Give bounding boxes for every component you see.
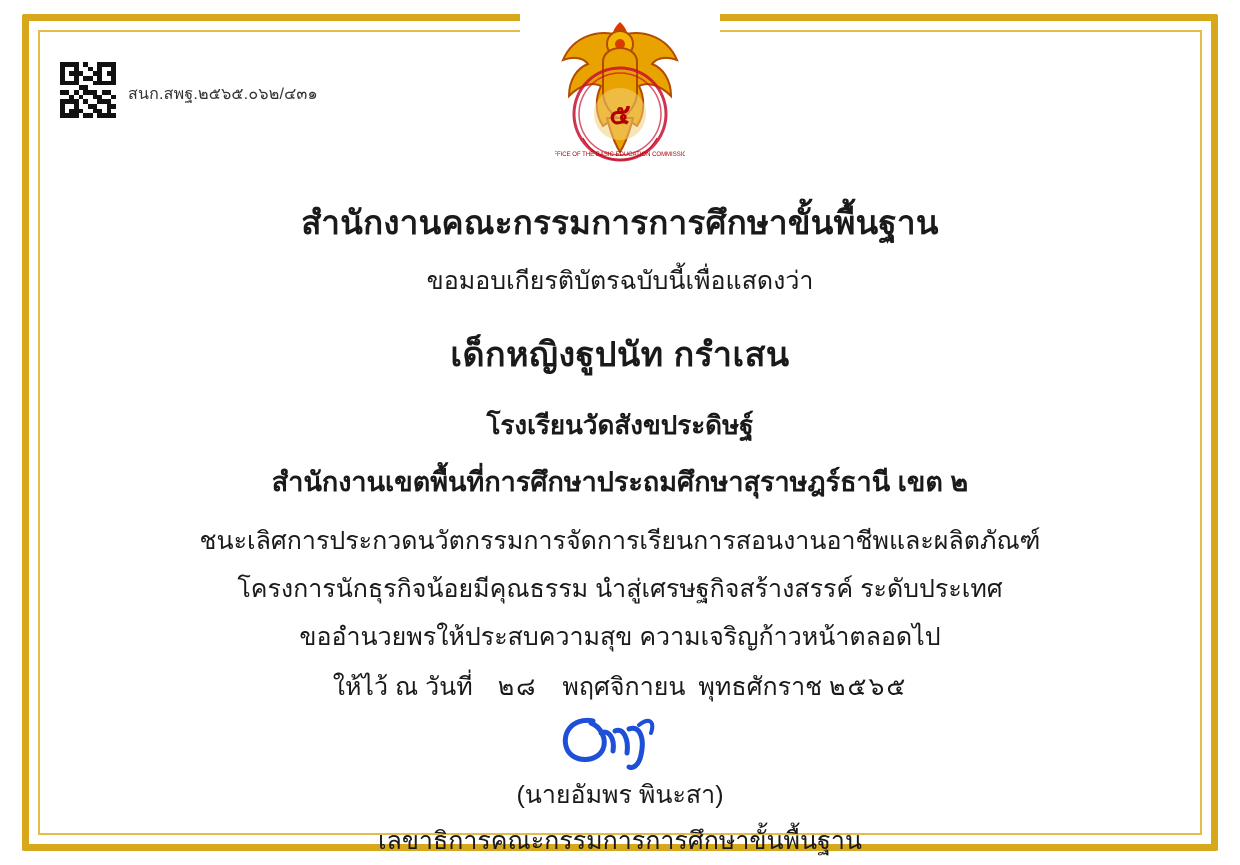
svg-text:๕: ๕ xyxy=(609,100,631,131)
qr-code-pattern xyxy=(60,62,116,118)
education-area: สำนักงานเขตพื้นที่การศึกษาประถมศึกษาสุราษฎร์ธานี เขต ๒ xyxy=(271,467,969,497)
obec-garuda-emblem xyxy=(555,18,685,178)
organization-title: สำนักงานคณะกรรมการการศึกษาขั้นพื้นฐาน xyxy=(301,204,939,241)
document-code: สนก.สพฐ.๒๕๖๕.๐๖๒/๔๓๑ xyxy=(128,86,318,103)
signer-name: (นายอัมพร พินะสา) xyxy=(516,781,724,809)
school-name: โรงเรียนวัดสังขประดิษฐ์ xyxy=(486,410,754,440)
certificate-body xyxy=(0,196,1240,861)
date-month: พฤศจิกายน xyxy=(562,673,686,701)
date-year: ๒๕๖๕ xyxy=(829,673,908,701)
svg-text:OFFICE OF THE BASIC EDUCATION: OFFICE OF THE BASIC EDUCATION COMMISSION xyxy=(555,152,685,158)
qr-code xyxy=(60,62,116,118)
blessing-line: ขออำนวยพรให้ประสบความสุข ความเจริญก้าวหน้าตลอดไป xyxy=(299,623,941,651)
recipient-name: เด็กหญิงฐูปนัท กรำเสน xyxy=(450,336,790,374)
signature-scribble xyxy=(0,709,1240,773)
date-year-prefix: พุทธศักราช xyxy=(698,673,823,701)
date-day: ๒๘ xyxy=(497,673,538,701)
issue-date xyxy=(0,667,1240,707)
achievement-line-1: ชนะเลิศการประกวดนวัตกรรมการจัดการเรียนการสอนงานอาชีพและผลิตภัณฑ์ xyxy=(199,527,1041,555)
achievement-line-2: โครงการนักธุรกิจน้อยมีคุณธรรม นำสู่เศรษฐกิจสร้างสรรค์ ระดับประเทศ xyxy=(237,575,1003,603)
date-prefix: ให้ไว้ ณ วันที่ xyxy=(332,673,473,701)
signer-position: เลขาธิการคณะกรรมการการศึกษาขั้นพื้นฐาน xyxy=(377,827,863,855)
award-intro: ขอมอบเกียรติบัตรฉบับนี้เพื่อแสดงว่า xyxy=(426,267,814,295)
